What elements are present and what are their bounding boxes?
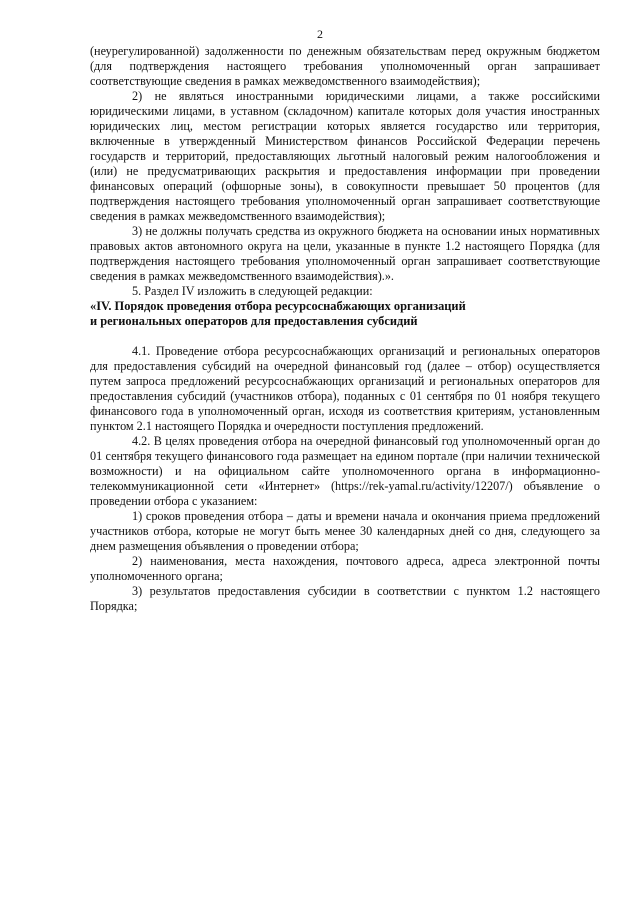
document-body [90,44,600,614]
paragraph-4-2: 4.2. В целях проведения отбора на очередной финансовый год уполномоченный орган до 01 сентября текущего финансового года размещает на едином портале (при наличии технической возможности) и на официальном сайте уполномоченного органа в информационно-телекоммуникационной сети «Интернет» (https://rek-yamal.ru/activity/12207/) объявление о проведении отбора с указанием: [90,434,600,508]
page-number: 2 [317,27,323,41]
paragraph-item-2: 2) не являться иностранными юридическими лицами, а также российскими юридическими лицами, в уставном (складочном) капитале которых доля участия иностранных юридических лиц, местом регистрации которых является государство или территория, включенные в утвержденный Министерством финансов Российской Федерации перечень государств и территорий, предоставляющих льготный налоговый режим налогообложения и (или) не предусматривающих раскрытия и предоставления информации при проведении финансовых операций (офшорные зоны), в совокупности превышает 50 процентов (для подтверждения настоящего требования уполномоченный орган запрашивает соответствующие сведения в рамках межведомственного взаимодействия); [90,89,600,223]
paragraph-item-3: 3) не должны получать средства из окружного бюджета на основании иных нормативных правовых актов автономного округа на цели, указанные в пункте 1.2 настоящего Порядка (для подтверждения настоящего требования уполномоченный орган запрашивает соответствующие сведения в рамках межведомственного взаимодействия).». [90,224,600,283]
list-item-1: 1) сроков проведения отбора – даты и времени начала и окончания приема предложений участников отбора, которые не могут быть менее 30 календарных дней со дня, следующего за днем размещения объявления о проведении отбора; [90,509,600,553]
paragraph-section-5: 5. Раздел IV изложить в следующей редакции: [132,284,373,298]
section-title-line-2: и региональных операторов для предоставления субсидий [90,314,418,328]
paragraph-debt-continuation: (неурегулированной) задолженности по денежным обязательствам перед окружным бюджетом (для подтверждения настоящего требования уполномоченный орган запрашивает соответствующие сведения в рамках межведомственного взаимодействия); [90,44,600,88]
list-item-2: 2) наименования, места нахождения, почтового адреса, адреса электронной почты уполномоченного органа; [90,554,600,583]
section-title-line-1: «IV. Порядок проведения отбора ресурсоснабжающих организаций [90,299,466,313]
list-item-3: 3) результатов предоставления субсидии в соответствии с пунктом 1.2 настоящего Порядка; [90,584,600,613]
paragraph-4-1: 4.1. Проведение отбора ресурсоснабжающих организаций и региональных операторов для предоставления субсидий на очередной финансовый год (далее – отбор) осуществляется путем запроса предложений ресурсоснабжающих организаций и региональных операторов для предоставления субсидий (участников отбора), поданных с 01 сентября по 01 ноября текущего финансового года в уполномоченный орган, исходя из соответствия критериям, установленным пунктом 2.1 настоящего Порядка и очередности поступления предложений. [90,344,600,433]
